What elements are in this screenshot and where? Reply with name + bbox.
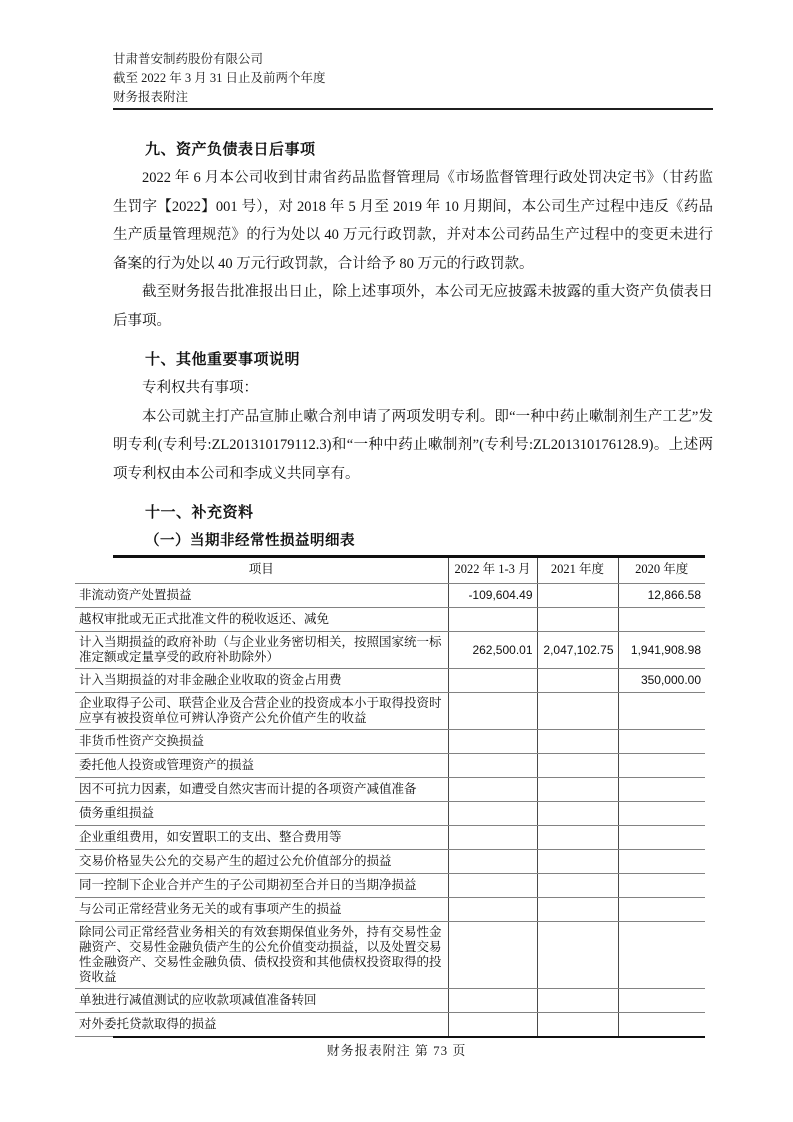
row-item-label: 委托他人投资或管理资产的损益 bbox=[75, 754, 448, 778]
row-value-2020 bbox=[618, 922, 705, 989]
table-row bbox=[75, 850, 705, 874]
row-value-2021 bbox=[537, 850, 618, 874]
row-value-2020 bbox=[618, 730, 705, 754]
section10-intro: 专利权共有事项： bbox=[142, 380, 258, 396]
row-item-label: 除同公司正常经营业务相关的有效套期保值业务外，持有交易性金融资产、交易性金融负债产生的公允价值变动损益，以及处置交易性金融资产、交易性金融负债、债权投资和其他债权投资取得的投资收益 bbox=[75, 922, 448, 989]
row-value-2020 bbox=[618, 608, 705, 632]
row-value-2021 bbox=[537, 1013, 618, 1037]
row-value-2021 bbox=[537, 922, 618, 989]
table-row bbox=[75, 1013, 705, 1037]
table-row bbox=[75, 754, 705, 778]
row-item-label: 计入当期损益的政府补助（与企业业务密切相关，按照国家统一标准定额或定量享受的政府补助除外） bbox=[75, 632, 448, 669]
table-bottom-rule bbox=[113, 1036, 705, 1039]
row-value-2020 bbox=[618, 802, 705, 826]
col-header-2020: 2020 年度 bbox=[618, 556, 705, 584]
row-item-label: 对外委托贷款取得的损益 bbox=[75, 1013, 448, 1037]
col-header-item: 项目 bbox=[75, 556, 448, 584]
row-value-2020 bbox=[618, 850, 705, 874]
row-value-2020 bbox=[618, 898, 705, 922]
header-period-line: 截至 2022 年 3 月 31 日止及前两个年度 bbox=[113, 71, 326, 85]
row-value-2020 bbox=[618, 826, 705, 850]
table-row bbox=[75, 584, 705, 608]
document-body bbox=[113, 136, 713, 555]
table-row bbox=[75, 826, 705, 850]
section9-heading: 九、资产负债表日后事项 bbox=[145, 142, 316, 158]
row-item-label: 债务重组损益 bbox=[75, 802, 448, 826]
row-value-2022q1 bbox=[448, 730, 537, 754]
row-value-2021 bbox=[537, 826, 618, 850]
table-row bbox=[75, 669, 705, 693]
row-value-2021 bbox=[537, 584, 618, 608]
page-footer: 财务报表附注 第 73 页 bbox=[326, 1043, 467, 1058]
row-value-2021 bbox=[537, 874, 618, 898]
table-row bbox=[75, 898, 705, 922]
section9-paragraph-1: 2022 年 6 月本公司收到甘肃省药品监督管理局《市场监督管理行政处罚决定书》（甘药监生罚字【2022】001 号），对 2018 年 5 月至 2019 年 10 月期间，本公司生产过程中违反《药品生产质量管理规范》的行为处以 40 万元行政罚款，并对本公司药品生产过程中的变更未进行备案的行为处以 40 万元行政罚款，合计给予 80 万元的行政罚款。 bbox=[113, 170, 713, 272]
table-row bbox=[75, 730, 705, 754]
row-value-2022q1 bbox=[448, 989, 537, 1013]
row-value-2020 bbox=[618, 874, 705, 898]
row-item-label: 企业重组费用，如安置职工的支出、整合费用等 bbox=[75, 826, 448, 850]
section11-heading: 十一、补充资料 bbox=[145, 505, 254, 521]
row-value-2021 bbox=[537, 778, 618, 802]
row-value-2021 bbox=[537, 898, 618, 922]
row-value-2020 bbox=[618, 989, 705, 1013]
page-header bbox=[113, 50, 713, 110]
row-value-2022q1 bbox=[448, 922, 537, 989]
row-value-2021 bbox=[537, 802, 618, 826]
row-item-label: 非流动资产处置损益 bbox=[75, 584, 448, 608]
row-item-label: 与公司正常经营业务无关的或有事项产生的损益 bbox=[75, 898, 448, 922]
row-value-2022q1 bbox=[448, 874, 537, 898]
table-row bbox=[75, 632, 705, 669]
row-item-label: 计入当期损益的对非金融企业收取的资金占用费 bbox=[75, 669, 448, 693]
section9-paragraph-2: 截至财务报告批准报出日止，除上述事项外，本公司无应披露未披露的重大资产负债表日后事项。 bbox=[113, 284, 713, 329]
header-company-name: 甘肃普安制药股份有限公司 bbox=[113, 52, 264, 66]
row-item-label: 因不可抗力因素，如遭受自然灾害而计提的各项资产减值准备 bbox=[75, 778, 448, 802]
row-value-2020 bbox=[618, 754, 705, 778]
row-value-2020 bbox=[618, 778, 705, 802]
row-value-2022q1 bbox=[448, 669, 537, 693]
section10-heading: 十、其他重要事项说明 bbox=[145, 352, 301, 368]
row-value-2022q1 bbox=[448, 826, 537, 850]
row-value-2022q1 bbox=[448, 608, 537, 632]
row-value-2022q1 bbox=[448, 778, 537, 802]
table-row bbox=[75, 802, 705, 826]
row-item-label: 同一控制下企业合并产生的子公司期初至合并日的当期净损益 bbox=[75, 874, 448, 898]
row-value-2022q1 bbox=[448, 754, 537, 778]
col-header-2021: 2021 年度 bbox=[537, 556, 618, 584]
col-header-2022q1: 2022 年 1-3 月 bbox=[448, 556, 537, 584]
table-top-rule bbox=[113, 555, 705, 558]
row-value-2020: 12,866.58 bbox=[618, 584, 705, 608]
row-value-2021 bbox=[537, 730, 618, 754]
header-doc-title: 财务报表附注 bbox=[113, 90, 189, 104]
table-row bbox=[75, 922, 705, 989]
section10-paragraph-1: 本公司就主打产品宣肺止嗽合剂申请了两项发明专利。即“一种中药止嗽制剂生产工艺”发明专利(专利号:ZL201310179112.3)和“一种中药止嗽制剂”(专利号:ZL201310176128.9)。上述两项专利权由本公司和李成义共同享有。 bbox=[113, 408, 713, 482]
row-value-2020 bbox=[618, 1013, 705, 1037]
table-row bbox=[75, 874, 705, 898]
table-row bbox=[75, 778, 705, 802]
row-value-2020: 350,000.00 bbox=[618, 669, 705, 693]
row-value-2022q1 bbox=[448, 1013, 537, 1037]
row-value-2020 bbox=[618, 693, 705, 730]
row-value-2021 bbox=[537, 989, 618, 1013]
table-row bbox=[75, 608, 705, 632]
row-item-label: 企业取得子公司、联营企业及合营企业的投资成本小于取得投资时应享有被投资单位可辨认净资产公允价值产生的收益 bbox=[75, 693, 448, 730]
table-row bbox=[75, 693, 705, 730]
row-item-label: 交易价格显失公允的交易产生的超过公允价值部分的损益 bbox=[75, 850, 448, 874]
row-value-2021 bbox=[537, 693, 618, 730]
row-item-label: 非货币性资产交换损益 bbox=[75, 730, 448, 754]
row-value-2021 bbox=[537, 754, 618, 778]
row-value-2022q1 bbox=[448, 850, 537, 874]
row-value-2021: 2,047,102.75 bbox=[537, 632, 618, 669]
row-item-label: 越权审批或无正式批准文件的税收返还、减免 bbox=[75, 608, 448, 632]
row-value-2022q1 bbox=[448, 898, 537, 922]
row-value-2022q1 bbox=[448, 693, 537, 730]
row-item-label: 单独进行减值测试的应收款项减值准备转回 bbox=[75, 989, 448, 1013]
row-value-2022q1 bbox=[448, 802, 537, 826]
non-recurring-items-table bbox=[75, 556, 705, 1037]
row-value-2020: 1,941,908.98 bbox=[618, 632, 705, 669]
row-value-2021 bbox=[537, 669, 618, 693]
row-value-2022q1: 262,500.01 bbox=[448, 632, 537, 669]
row-value-2022q1: -109,604.49 bbox=[448, 584, 537, 608]
table-header-row bbox=[75, 556, 705, 584]
table-row bbox=[75, 989, 705, 1013]
row-value-2021 bbox=[537, 608, 618, 632]
section11-subheading: （一）当期非经常性损益明细表 bbox=[145, 533, 355, 549]
